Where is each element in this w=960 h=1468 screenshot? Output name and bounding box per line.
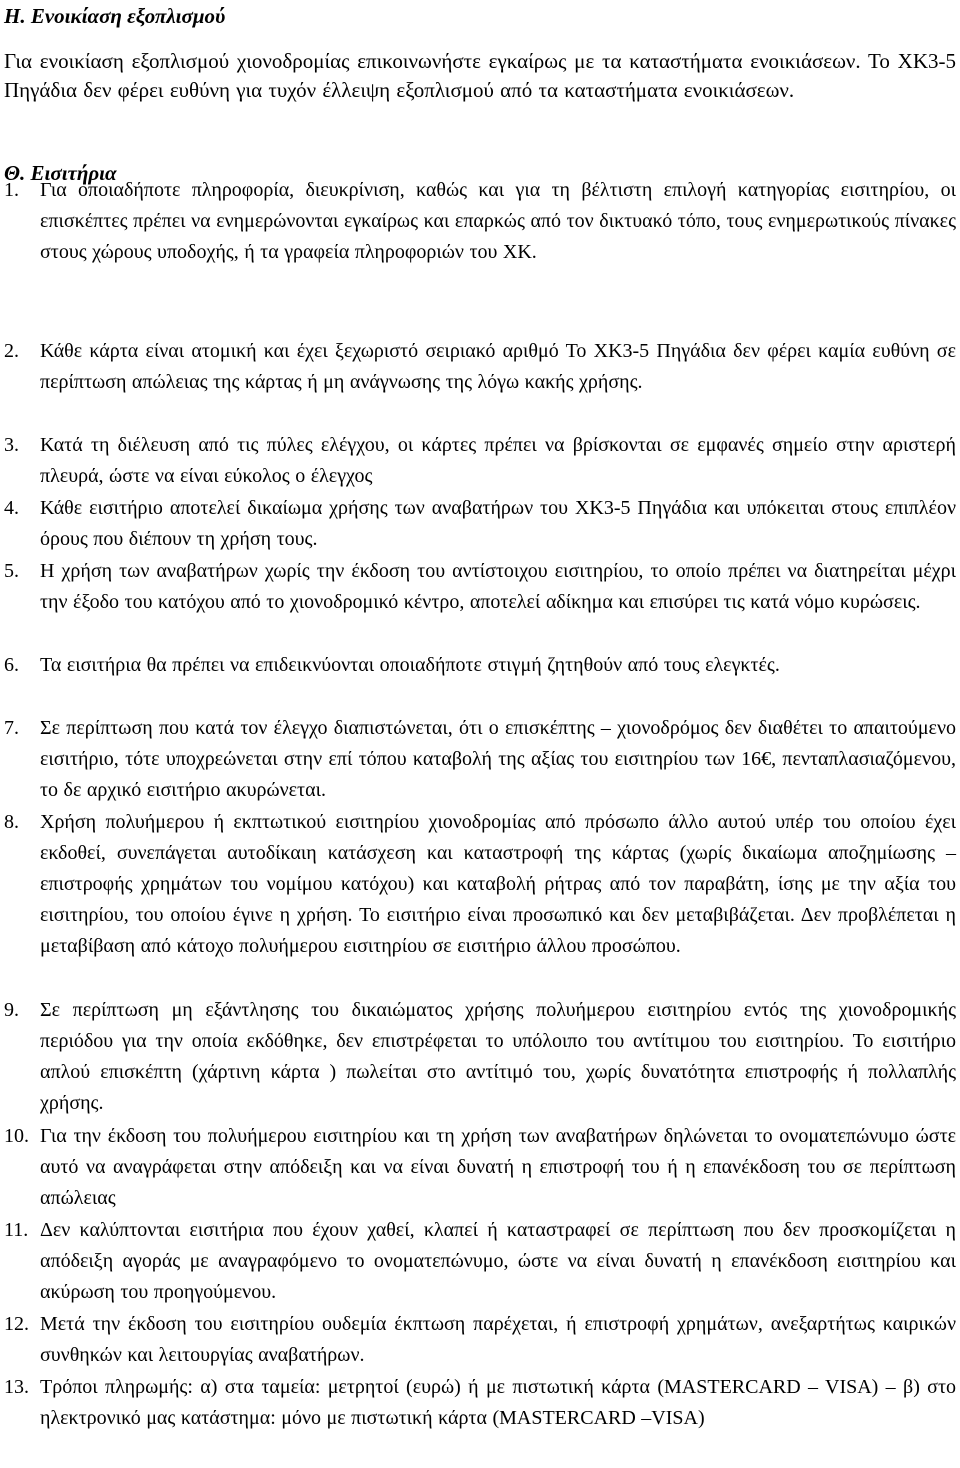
list-item-text: Σε περίπτωση μη εξάντλησης του δικαιώματος χρήσης πολυήμερου εισιτηρίου εντός της χιονοδρομικής περιόδου για την οποία εκδόθηκε, δεν επιστρέφεται το υπόλοιπο του αντίτιμου του εισιτηρίου. Το εισιτήριο απλού επισκέπτη (χάρτινη κάρτα ) πωλείται στο αντίτιμό του, χωρίς δυνατότητα επιστροφής ή πολλαπλής χρήσης. bbox=[40, 999, 956, 1114]
list-item-text: Χρήση πολυήμερου ή εκπτωτικού εισιτηρίου χιονοδρομίας από πρόσωπο άλλο αυτού υπέρ του οποίου έχει εκδοθεί, συνεπάγεται αυτοδίκαιη κατάσχεση και καταστροφή της κάρτας (χωρίς δικαίωμα αποζημίωσης – επιστροφής χρημάτων του νομίμου κατόχου) και καταβολή ρήτρας από τον παραβάτη, ίσης με την αξία του εισιτηρίου, του οποίου έγινε η χρήση. Το εισιτήριο είναι προσωπικό και δεν μεταβιβάζεται. Δεν προβλέπεται η μεταβίβαση από κάτοχο πολυήμερου εισιτηρίου σε εισιτήριο άλλου προσώπου. bbox=[40, 811, 956, 957]
list-item-text: Κάθε εισιτήριο αποτελεί δικαίωμα χρήσης των αναβατήρων του ΧΚ3-5 Πηγάδια και υπόκειται στους επιπλέον όρους που διέπουν τη χρήση τους. bbox=[40, 497, 956, 550]
section-h-title: Η. Ενοικίαση εξοπλισμού bbox=[4, 4, 226, 28]
list-item-number: 4. bbox=[4, 497, 19, 519]
list-item bbox=[4, 1309, 956, 1371]
list-item-number: 9. bbox=[4, 999, 19, 1021]
list-item bbox=[4, 430, 956, 492]
list-item bbox=[4, 713, 956, 806]
list-item-text: Τρόποι πληρωμής: α) στα ταμεία: μετρητοί (ευρώ) ή με πιστωτική κάρτα (MASTERCARD – VISA) – β) στο ηλεκτρονικό μας κατάστημα: μόνο με πιστωτική κάρτα (MASTERCARD –VISA) bbox=[40, 1376, 956, 1429]
list-item-number: 6. bbox=[4, 654, 19, 676]
list-item bbox=[4, 493, 956, 555]
list-item-number: 7. bbox=[4, 717, 19, 739]
list-item bbox=[4, 1215, 956, 1308]
list-item bbox=[4, 1121, 956, 1214]
list-item-text: Κάθε κάρτα είναι ατομική και έχει ξεχωριστό σειριακό αριθμό Το ΧΚ3-5 Πηγάδια δεν φέρει καμία ευθύνη σε περίπτωση απώλειας της κάρτας ή μη ανάγνωσης της λόγω κακής χρήσης. bbox=[40, 340, 956, 393]
list-item-number: 5. bbox=[4, 560, 19, 582]
list-item bbox=[4, 995, 956, 1119]
list-item-number: 13. bbox=[4, 1376, 29, 1398]
list-item bbox=[4, 807, 956, 962]
list-item-number: 11. bbox=[4, 1219, 29, 1241]
list-item-text: Κατά τη διέλευση από τις πύλες ελέγχου, οι κάρτες πρέπει να βρίσκονται σε εμφανές σημείο στην αριστερή πλευρά, ώστε να είναι εύκολος ο έλεγχος bbox=[40, 434, 956, 487]
section-h-paragraph: Για ενοικίαση εξοπλισμού χιονοδρομίας επικοινωνήστε εγκαίρως με τα καταστήματα ενοικιάσεων. Το ΧΚ3-5 Πηγάδια δεν φέρει ευθύνη για τυχόν έλλειψη εξοπλισμού από τα καταστήματα ενοικιάσεων. bbox=[4, 49, 956, 102]
list-item-number: 1. bbox=[4, 179, 19, 201]
list-item-text: Για οποιαδήποτε πληροφορία, διευκρίνιση, καθώς και για τη βέλτιστη επιλογή κατηγορίας εισιτηρίου, οι επισκέπτες πρέπει να ενημερώνονται εγκαίρως και επαρκώς από τον δικτυακό τόπο, τους ενημερωτικούς πίνακες στους χώρους υποδοχής, ή τα γραφεία πληροφοριών του ΧΚ. bbox=[40, 179, 956, 263]
list-item bbox=[4, 336, 956, 398]
list-item bbox=[4, 650, 956, 681]
list-item-number: 10. bbox=[4, 1125, 29, 1147]
list-item-text: Μετά την έκδοση του εισιτηρίου ουδεμία έκπτωση παρέχεται, ή επιστροφή χρημάτων, ανεξαρτήτως καιρικών συνθηκών και λειτουργίας αναβατήρων. bbox=[40, 1313, 956, 1366]
list-item bbox=[4, 556, 956, 618]
list-item-text: Δεν καλύπτονται εισιτήρια που έχουν χαθεί, κλαπεί ή καταστραφεί σε περίπτωση που δεν προσκομίζεται η απόδειξη αγοράς με αναγραφόμενο το ονοματεπώνυμο, ώστε να είναι δυνατή η επανέκδοση εισιτηρίου και ακύρωση του προηγούμενου. bbox=[40, 1219, 956, 1303]
list-item-text: Η χρήση των αναβατήρων χωρίς την έκδοση του αντίστοιχου εισιτηρίου, το οποίο πρέπει να διατηρείται μέχρι την έξοδο του κατόχου από το χιονοδρομικό κέντρο, αποτελεί αδίκημα και επισύρει τις κατά νόμο κυρώσεις. bbox=[40, 560, 956, 613]
list-item-number: 12. bbox=[4, 1313, 29, 1335]
list-item-text: Σε περίπτωση που κατά τον έλεγχο διαπιστώνεται, ότι ο επισκέπτης – χιονοδρόμος δεν διαθέτει το απαιτούμενο εισιτήριο, τότε υποχρεώνεται στην επί τόπου καταβολή της αξίας του εισιτηρίου των 16€, πενταπλασιαζόμενου, το δε αρχικό εισιτήριο ακυρώνεται. bbox=[40, 717, 956, 801]
list-item-number: 2. bbox=[4, 340, 19, 362]
section-th-title: Θ. Εισιτήρια bbox=[4, 161, 117, 185]
list-item-text: Τα εισιτήρια θα πρέπει να επιδεικνύονται οποιαδήποτε στιγμή ζητηθούν από τους ελεγκτές. bbox=[40, 654, 780, 676]
list-item-number: 8. bbox=[4, 811, 19, 833]
list-item-number: 3. bbox=[4, 434, 19, 456]
list-item bbox=[4, 1372, 956, 1434]
list-item bbox=[4, 175, 956, 268]
list-item-text: Για την έκδοση του πολυήμερου εισιτηρίου και τη χρήση των αναβατήρων δηλώνεται το ονοματεπώνυμο ώστε αυτό να αναγράφεται στην απόδειξη και να είναι δυνατή η επιστροφή του ή η επανέκδοση του σε περίπτωση απώλειας bbox=[40, 1125, 956, 1209]
